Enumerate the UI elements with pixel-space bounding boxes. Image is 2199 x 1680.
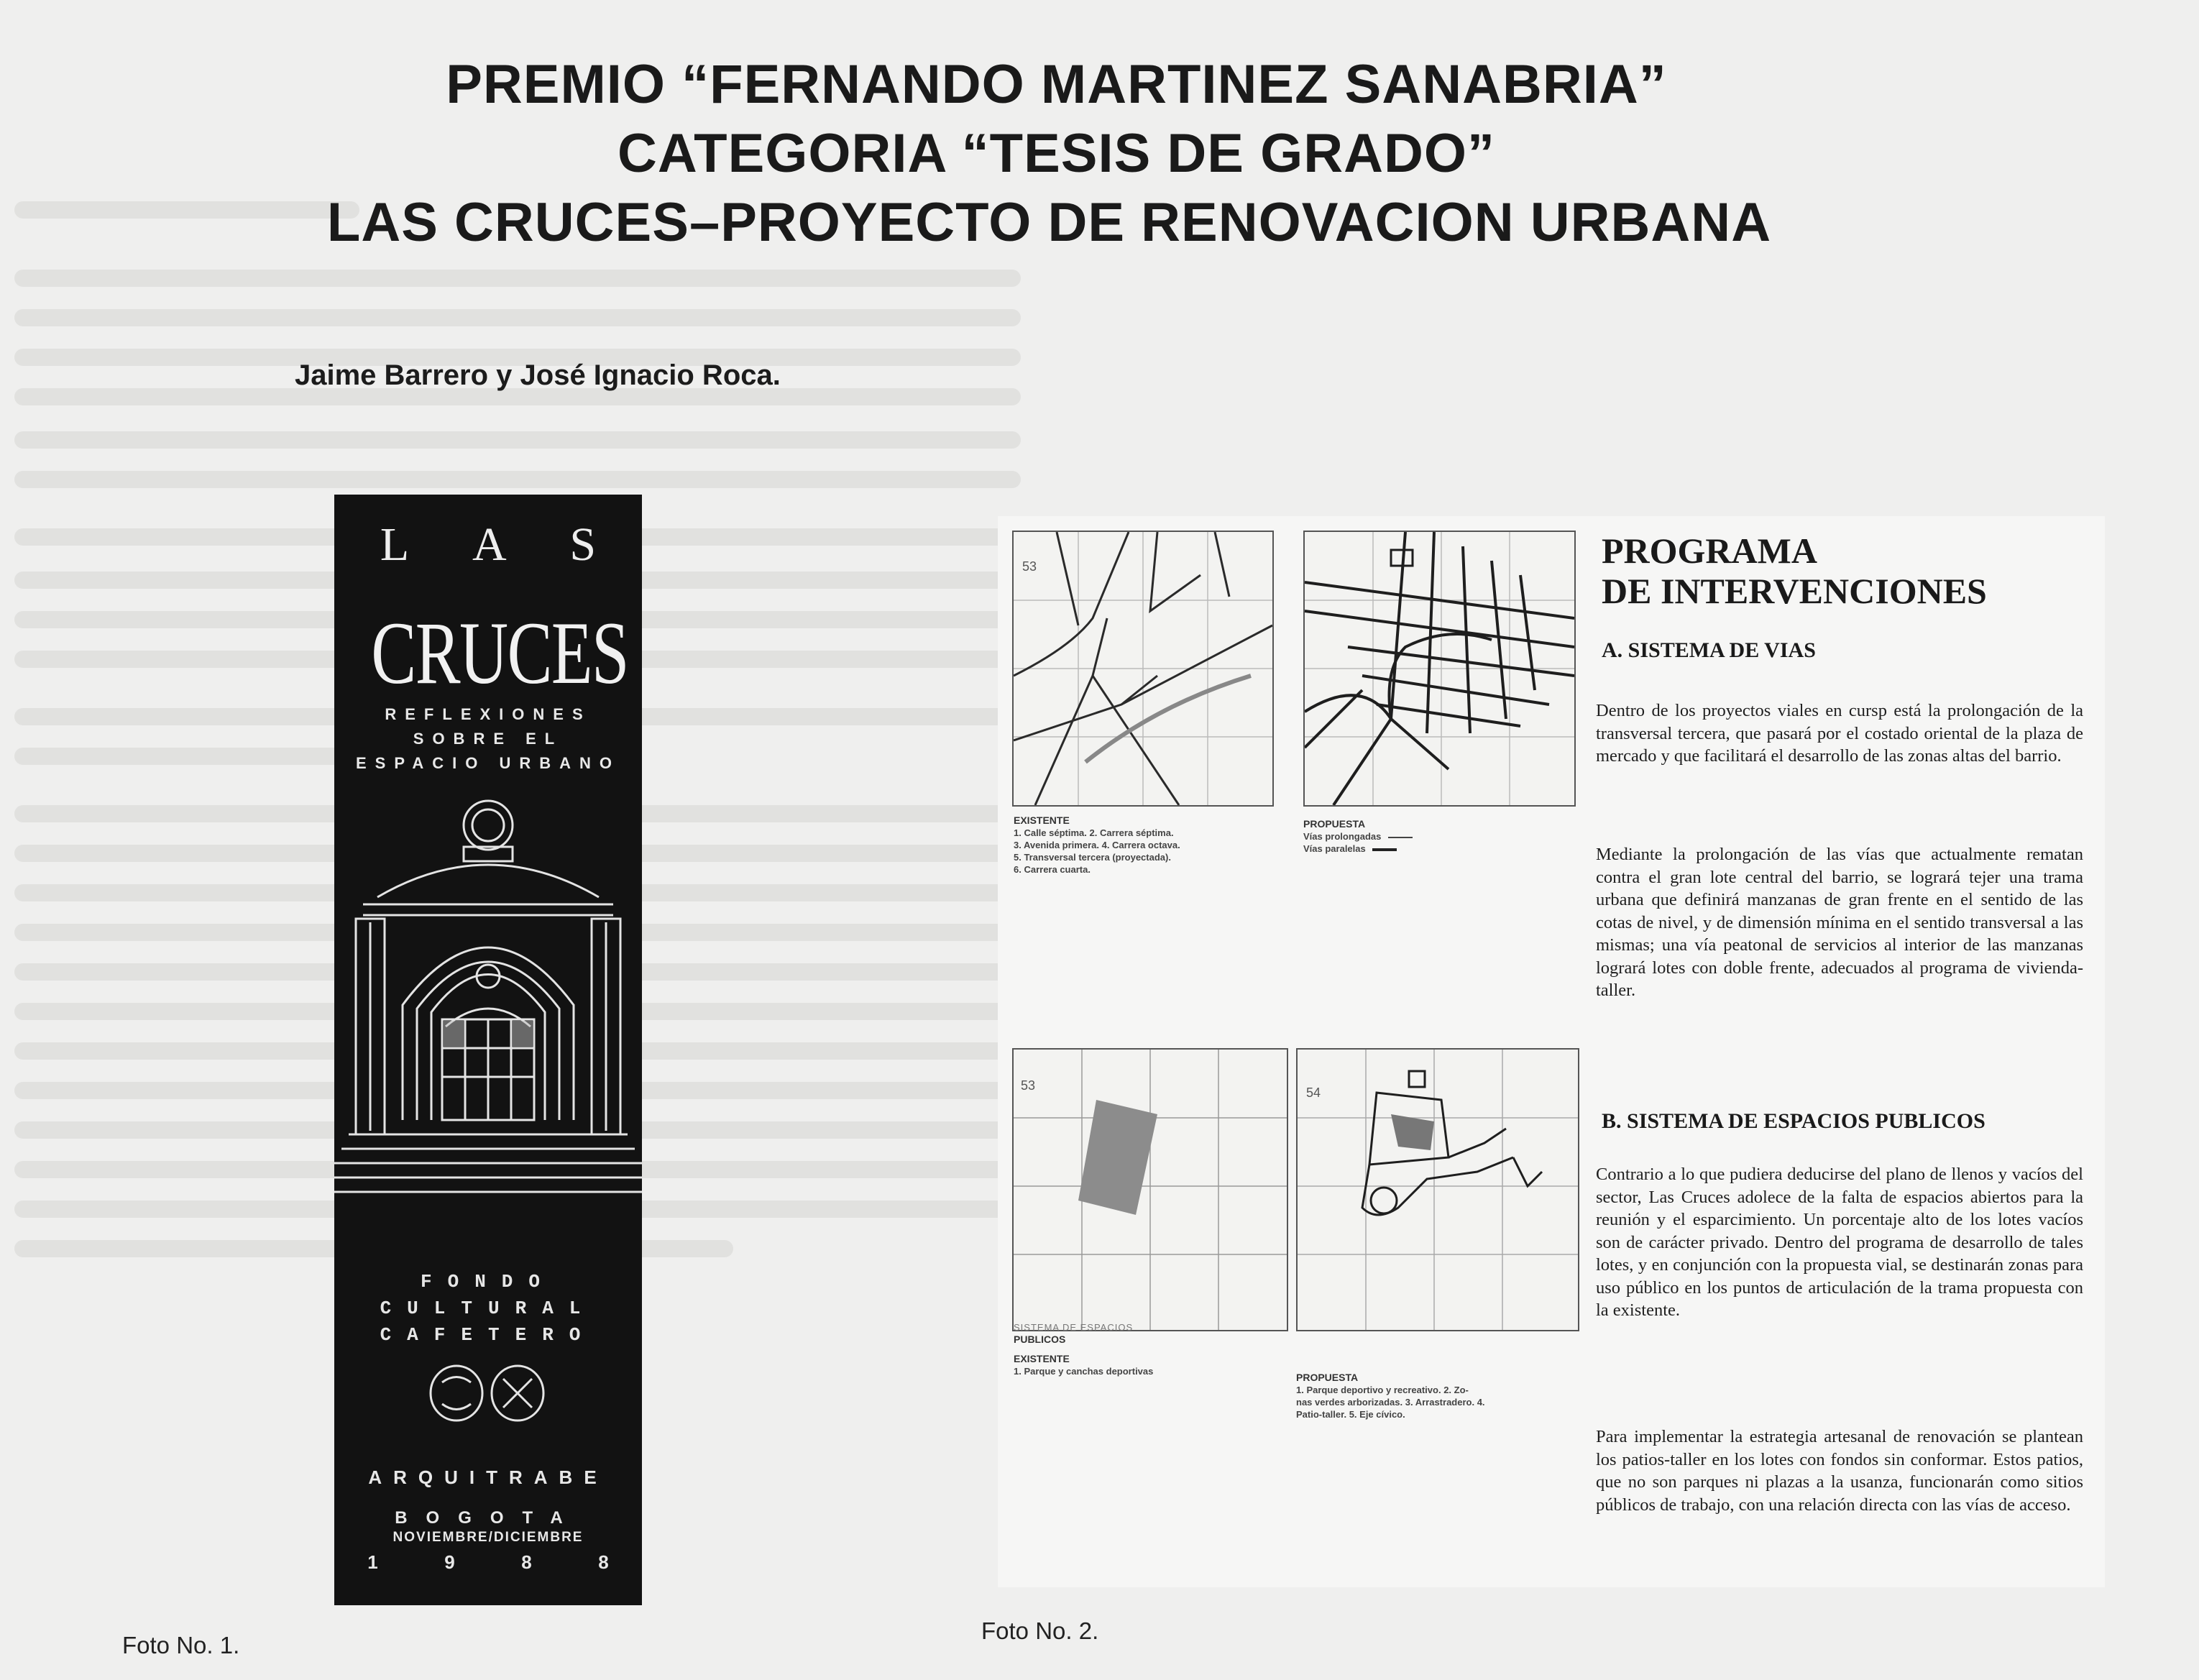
title-line-project: LAS CRUCES–PROYECTO DE RENOVACION URBANA (326, 192, 1772, 253)
building-facade-illustration (334, 782, 642, 1228)
poster-image (334, 495, 642, 1605)
legend-item: 5. Transversal tercera (proyectada). (1014, 852, 1171, 863)
legend-item: 3. Avenida primera. 4. Carrera octava. (1014, 840, 1180, 850)
poster-subtitle-1: REFLEXIONES (385, 705, 592, 723)
legend-item: 6. Carrera cuarta. (1014, 864, 1091, 875)
poster-fondo: FONDO (420, 1271, 556, 1293)
legend-title: PROPUESTA (1303, 818, 1366, 830)
map-vias-propuesta (1303, 531, 1576, 807)
programa-title: PROGRAMA DE INTERVENCIONES (1602, 531, 1987, 611)
poster-year (334, 1551, 642, 1574)
legend-espacios-propuesta (1296, 1372, 1576, 1420)
poster-las-a: A (472, 518, 507, 571)
map-vias-existente (1012, 531, 1274, 807)
caption-foto-2: Foto No. 2. (981, 1617, 1099, 1644)
poster-las (334, 518, 642, 572)
paragraph-b1: Contrario a lo que pudiera deducirse del plano de llenos y vacíos del sector, Las Cruces adolece de la falta de espacios abiertos para la reunión y el esparcimiento. Un porcentaje alto de los lotes vacíos son de carácter privado. Dentro del programa de desarrollo de tales lotes, y en conjunción con la propuesta vial, se destinarán zonas para uso público en los puntos de articulación de la trama propuesta con la existente. (1596, 1165, 2083, 1320)
poster-cultural: CULTURAL (380, 1298, 597, 1319)
legend-vias-propuesta (1303, 818, 1562, 855)
poster-publisher: ARQUITRABE (368, 1466, 608, 1488)
section-b-heading: B. SISTEMA DE ESPACIOS PUBLICOS (1602, 1109, 1985, 1133)
section-a-heading: A. SISTEMA DE VIAS (1602, 638, 1816, 662)
legend-item: 1. Parque deportivo y recreativo. 2. Zo- (1296, 1385, 1469, 1395)
paragraph-a2: Mediante la prolongación de las vías que actualmente rematan contra el gran lote central del barrio, se logrará tejer una trama urbana que definirá manzanas de gran frente en el sentido de las cotas de nivel, y de dimensión mínima en el sentido transversal a las mismas; una vía peatonal de servicios al interior de las manzanas logrará lotes con doble frente, adecuados al programa de vivienda-taller. (1596, 845, 2083, 1000)
title-line-award: PREMIO “FERNANDO MARTINEZ SANABRIA” (446, 54, 1667, 115)
legend-subheading: PUBLICOS (1014, 1334, 1066, 1345)
map-sheet-label: 54 (1306, 1085, 1321, 1100)
poster-year-digit-2: 9 (444, 1551, 455, 1573)
poster-cafetero: CAFETERO (380, 1324, 597, 1346)
legend-item: Patio-taller. 5. Eje cívico. (1296, 1409, 1405, 1420)
legend-title: PROPUESTA (1296, 1372, 1359, 1383)
legend-item: 1. Parque y canchas deportivas (1014, 1366, 1154, 1377)
legend-heading: SISTEMA DE ESPACIOS (1014, 1322, 1134, 1333)
poster-subtitle-3: ESPACIO URBANO (355, 754, 621, 772)
legend-title: EXISTENTE (1014, 1353, 1070, 1364)
poster-subtitle-2: SOBRE EL (413, 730, 564, 748)
poster-date: NOVIEMBRE/DICIEMBRE (392, 1530, 584, 1545)
legend-title: EXISTENTE (1014, 814, 1070, 826)
paragraph-b2: Para implementar la estrategia artesanal de renovación se plantean los patios-taller en los lotes con fondos sin conformar. Estos patios, que no son parques ni plazas a la usanza, funcionarán como sitios públicos de trabajo, con una relación directa con las vías de acceso. (1596, 1427, 2083, 1515)
authors: Jaime Barrero y José Ignacio Roca. (295, 359, 781, 391)
map-sheet-label: 53 (1021, 1078, 1036, 1093)
document-panel (998, 516, 2105, 1587)
poster-las-l: L (380, 518, 410, 571)
map-sheet-label: 53 (1022, 559, 1037, 574)
map-espacios-existente (1012, 1048, 1288, 1331)
page-title (0, 50, 2199, 257)
legend-item: nas verdes arborizadas. 3. Arrastradero. 4. (1296, 1397, 1485, 1408)
legend-vias-existente (1014, 814, 1272, 876)
poster-year-digit-3: 8 (521, 1551, 532, 1573)
legend-item: Vías paralelas (1303, 843, 1562, 855)
legend-espacios-existente (1014, 1321, 1287, 1377)
paragraph-a1: Dentro de los proyectos viales en cursp está la prolongación de la transversal tercera, que pasará por el costado oriental de la plaza de mercado y que facilitará el desarrollo de las zonas altas del barrio. (1596, 701, 2083, 766)
caption-foto-1: Foto No. 1. (122, 1632, 240, 1658)
poster-city: BOGOTA (395, 1508, 582, 1528)
poster-year-digit-4: 8 (598, 1551, 609, 1573)
legend-item: Vías prolongadas (1303, 830, 1562, 843)
poster-cruces: CRUCES (371, 604, 628, 702)
poster-las-s: S (569, 518, 597, 571)
title-line-category: CATEGORIA “TESIS DE GRADO” (618, 123, 1495, 184)
poster-year-digit-1: 1 (367, 1551, 378, 1573)
fondo-logo-icon (334, 1361, 642, 1426)
map-espacios-propuesta (1296, 1048, 1579, 1331)
legend-item: 1. Calle séptima. 2. Carrera séptima. (1014, 827, 1174, 838)
